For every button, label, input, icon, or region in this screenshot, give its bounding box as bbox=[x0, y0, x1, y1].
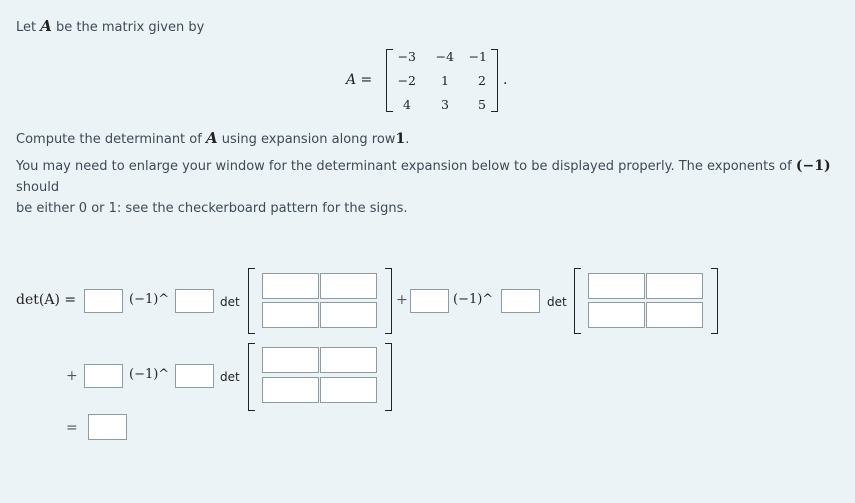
matrix-entry-3-3: 5 bbox=[478, 97, 486, 112]
coef-3-input[interactable] bbox=[84, 364, 123, 388]
final-answer-input[interactable] bbox=[88, 414, 127, 440]
minor-1-entry-1-2[interactable] bbox=[320, 273, 377, 299]
matrix-right-bracket bbox=[491, 49, 498, 112]
intro-text bbox=[16, 17, 204, 35]
minor-2-entry-2-2[interactable] bbox=[646, 302, 703, 328]
minor-2-right-bracket bbox=[711, 268, 718, 334]
matrix-entry-2-3: 2 bbox=[478, 73, 486, 88]
det-a-label: det(A) = bbox=[16, 292, 77, 308]
neg-one-pow-2: (−1)^ bbox=[453, 292, 494, 307]
note-line1-prefix: You may need to enlarge your window for the determinant expansion below to be displayed properly. The exponents of bbox=[16, 159, 792, 174]
note-line2: be either 0 or 1: see the checkerboard pattern for the signs. bbox=[16, 201, 408, 216]
instruction-prefix: Compute the determinant of bbox=[16, 132, 202, 147]
minor-3-right-bracket bbox=[385, 343, 392, 411]
det-label-2: det bbox=[547, 295, 567, 309]
minor-2-entry-1-1[interactable] bbox=[588, 273, 645, 299]
exponent-3-input[interactable] bbox=[175, 364, 214, 388]
exponent-2-input[interactable] bbox=[501, 289, 540, 313]
matrix-entry-1-2: −4 bbox=[435, 49, 454, 64]
intro-prefix: Let bbox=[16, 20, 37, 35]
intro-suffix: be the matrix given by bbox=[56, 20, 205, 35]
minor-1-entry-2-2[interactable] bbox=[320, 302, 377, 328]
minor-2-entry-1-2[interactable] bbox=[646, 273, 703, 299]
note-neg-one: (−1) bbox=[795, 158, 831, 174]
coef-2-input[interactable] bbox=[410, 289, 449, 313]
minor-1-entry-1-1[interactable] bbox=[262, 273, 319, 299]
minor-1-left-bracket bbox=[248, 268, 255, 334]
plus-1: + bbox=[396, 292, 408, 308]
matrix-entry-1-1: −3 bbox=[397, 49, 416, 64]
instruction-text bbox=[16, 129, 409, 147]
note-line1-suffix: should bbox=[16, 180, 60, 195]
minor-1-entry-2-1[interactable] bbox=[262, 302, 319, 328]
equals-sign: = bbox=[66, 420, 78, 436]
minor-3-entry-2-1[interactable] bbox=[262, 377, 319, 403]
instruction-mid: using expansion along row bbox=[221, 132, 396, 147]
det-label-1: det bbox=[220, 295, 240, 309]
matrix-entry-1-3: −1 bbox=[468, 49, 487, 64]
note-text bbox=[16, 156, 846, 219]
matrix-entry-3-2: 3 bbox=[441, 97, 449, 112]
intro-var: A bbox=[40, 17, 52, 35]
matrix-label bbox=[346, 72, 372, 88]
plus-2: + bbox=[66, 368, 78, 384]
minor-3-entry-2-2[interactable] bbox=[320, 377, 377, 403]
minor-3-entry-1-1[interactable] bbox=[262, 347, 319, 373]
matrix-entry-3-1: 4 bbox=[403, 97, 411, 112]
matrix-entry-2-1: −2 bbox=[397, 73, 416, 88]
minor-3-entry-1-2[interactable] bbox=[320, 347, 377, 373]
neg-one-pow-3: (−1)^ bbox=[129, 367, 170, 382]
minor-2-entry-2-1[interactable] bbox=[588, 302, 645, 328]
coef-1-input[interactable] bbox=[84, 289, 123, 313]
matrix-end-period: . bbox=[503, 72, 508, 88]
minor-3-left-bracket bbox=[248, 343, 255, 411]
instruction-end: . bbox=[405, 132, 410, 147]
minor-1-right-bracket bbox=[385, 268, 392, 334]
instruction-row: 1 bbox=[395, 131, 406, 147]
matrix-entry-2-2: 1 bbox=[441, 73, 449, 88]
neg-one-pow-1: (−1)^ bbox=[129, 292, 170, 307]
instruction-var: A bbox=[205, 129, 218, 147]
matrix-label-text: A = bbox=[346, 72, 373, 88]
exponent-1-input[interactable] bbox=[175, 289, 214, 313]
det-label-3: det bbox=[220, 370, 240, 384]
minor-2-left-bracket bbox=[574, 268, 581, 334]
